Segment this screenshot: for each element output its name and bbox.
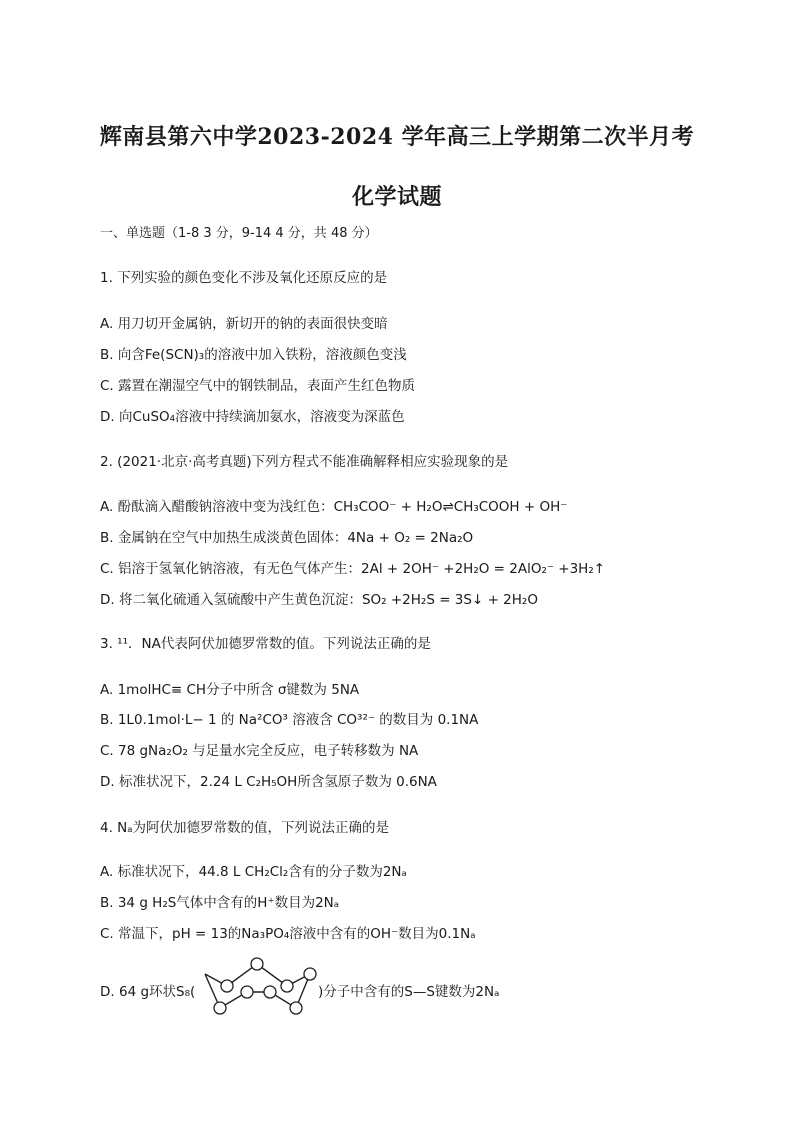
- question-4-stem: 4. Nₐ为阿伏加德罗常数的值，下列说法正确的是: [100, 820, 390, 836]
- question-4-option-c: C. 常温下，pH = 13的Na₃PO₄溶液中含有的OH⁻数目为0.1Nₐ: [100, 926, 476, 942]
- s8-ring-structure-icon: [190, 956, 320, 1018]
- question-3-stem: 3. ¹¹．NA代表阿伏加德罗常数的值。下列说法正确的是: [100, 636, 431, 652]
- question-2-option-a: A. 酚酞滴入醋酸钠溶液中变为浅红色：CH₃COO⁻ + H₂O⇌CH₃COOH + OH⁻: [100, 499, 568, 515]
- question-1-option-d: D. 向CuSO₄溶液中持续滴加氨水，溶液变为深蓝色: [100, 409, 405, 425]
- question-4-option-a: A. 标准状况下，44.8 L CH₂Cl₂含有的分子数为2Nₐ: [100, 864, 407, 880]
- question-2-option-b: B. 金属钠在空气中加热生成淡黄色固体：4Na + O₂ = 2Na₂O: [100, 530, 474, 546]
- question-4-option-d-suffix: )分子中含有的S—S键数为2Nₐ: [318, 984, 500, 1000]
- question-3-option-c: C. 78 gNa₂O₂ 与足量水完全反应，电子转移数为 NA: [100, 743, 419, 759]
- question-2-option-c: C. 铝溶于氢氧化钠溶液，有无色气体产生：2Al + 2OH⁻ +2H₂O = 2AlO₂⁻ +3H₂↑: [100, 561, 606, 577]
- question-1-option-b: B. 向含Fe(SCN)₃的溶液中加入铁粉，溶液颜色变浅: [100, 347, 407, 363]
- question-4-option-b: B. 34 g H₂S气体中含有的H⁺数目为2Nₐ: [100, 895, 340, 911]
- exam-subtitle: 化学试题: [351, 184, 442, 210]
- question-3-option-a: A. 1molHC≡ CH分子中所含 σ键数为 5NA: [100, 682, 360, 698]
- question-1-option-a: A. 用刀切开金属钠，新切开的钠的表面很快变暗: [100, 316, 388, 332]
- question-1-option-c: C. 露置在潮湿空气中的钢铁制品，表面产生红色物质: [100, 378, 416, 394]
- question-2-stem: 2. (2021·北京·高考真题)下列方程式不能准确解释相应实验现象的是: [100, 454, 509, 470]
- question-3-option-b: B. 1L0.1mol·L− 1 的 Na²CO³ 溶液含 CO³²⁻ 的数目为 0.1NA: [100, 712, 479, 728]
- question-2-option-d: D. 将二氧化硫通入氢硫酸中产生黄色沉淀：SO₂ +2H₂S = 3S↓ + 2H₂O: [100, 592, 538, 608]
- section-heading: 一、单选题（1-8 3 分，9-14 4 分，共 48 分）: [100, 226, 378, 241]
- question-4-option-d-prefix: D. 64 g环状S₈(: [100, 984, 196, 1000]
- exam-title: 辉南县第六中学2023-2024 学年高三上学期第二次半月考: [99, 124, 695, 150]
- question-1-stem: 1. 下列实验的颜色变化不涉及氧化还原反应的是: [100, 270, 388, 286]
- question-3-option-d: D. 标准状况下，2.24 L C₂H₅OH所含氢原子数为 0.6NA: [100, 774, 437, 790]
